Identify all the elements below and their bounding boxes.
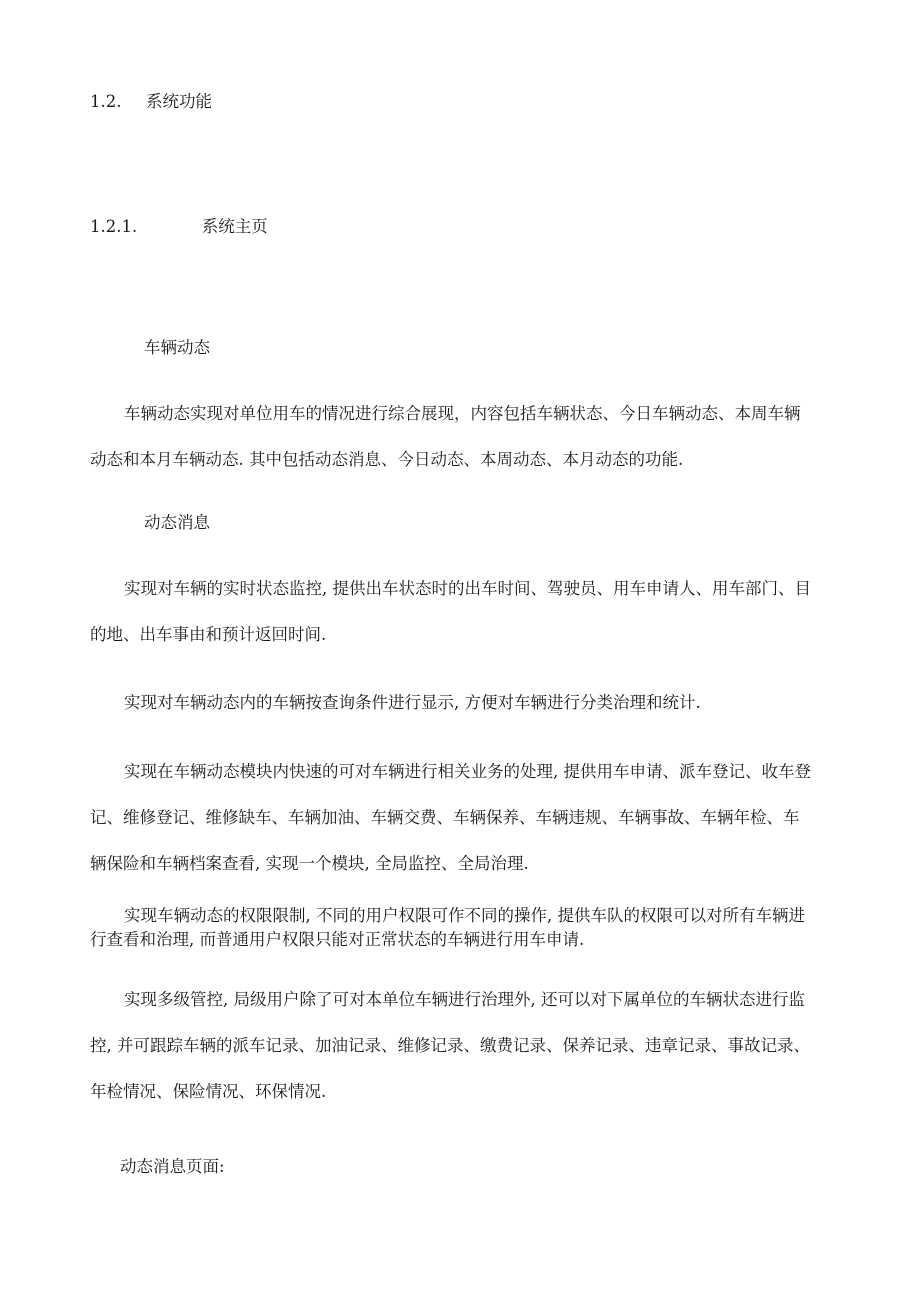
paragraph-line: 实现对车辆的实时状态监控, 提供出车状态时的出车时间、驾驶员、用车申请人、用车部门、目 xyxy=(124,579,811,598)
paragraph-multilevel-control xyxy=(90,977,822,1115)
heading-vehicle-dynamics: 车辆动态 xyxy=(144,338,210,357)
section-title: 系统功能 xyxy=(146,92,212,111)
paragraph-line: 实现在车辆动态模块内快速的可对车辆进行相关业务的处理, 提供用车申请、派车登记、收车登 xyxy=(124,762,811,781)
section-number: 1.2. xyxy=(90,92,122,111)
paragraph-line: 实现对车辆动态内的车辆按查询条件进行显示, 方便对车辆进行分类治理和统计. xyxy=(124,693,701,712)
heading-dynamic-messages: 动态消息 xyxy=(144,513,210,532)
paragraph-quick-processing xyxy=(90,749,822,887)
paragraph-line: 实现车辆动态的权限限制, 不同的用户权限可作不同的操作, 提供车队的权限可以对所有车辆进 xyxy=(124,906,805,925)
paragraph-line: 控, 并可跟踪车辆的派车记录、加油记录、维修记录、缴费记录、保养记录、违章记录、事故记录、 xyxy=(90,1036,810,1055)
paragraph-line: 记、维修登记、维修缺车、车辆加油、车辆交费、车辆保养、车辆违规、车辆事故、车辆年检、车 xyxy=(90,808,800,827)
subsection-title: 系统主页 xyxy=(201,217,268,236)
paragraph-realtime-monitoring xyxy=(90,566,822,658)
paragraph-line: 行查看和治理, 而普通用户权限只能对正常状态的车辆进行用车申请. xyxy=(90,930,585,949)
subsection-number: 1.2.1. xyxy=(90,217,138,236)
paragraph-line: 的地、出车事由和预计返回时间. xyxy=(90,625,327,644)
paragraph-vehicle-dynamics-intro xyxy=(90,391,822,483)
paragraph-line: 辆保险和车辆档案查看, 实现一个模块, 全局监控、全局治理. xyxy=(90,854,529,873)
paragraph-line: 车辆动态实现对单位用车的情况进行综合展现，内容包括车辆状态、今日车辆动态、本周车辆 xyxy=(124,404,801,423)
subsection-heading xyxy=(90,217,268,237)
section-heading xyxy=(90,92,212,112)
heading-dynamic-messages-page: 动态消息页面: xyxy=(120,1157,225,1176)
paragraph-line: 实现多级管控, 局级用户除了可对本单位车辆进行治理外, 还可以对下属单位的车辆状态进行监 xyxy=(124,990,805,1009)
paragraph-line: 动态和本月车辆动态. 其中包括动态消息、今日动态、本周动态、本月动态的功能. xyxy=(90,450,684,469)
paragraph-query-display xyxy=(90,680,822,726)
paragraph-permissions xyxy=(90,904,822,952)
paragraph-line: 年检情况、保险情况、环保情况. xyxy=(90,1082,327,1101)
